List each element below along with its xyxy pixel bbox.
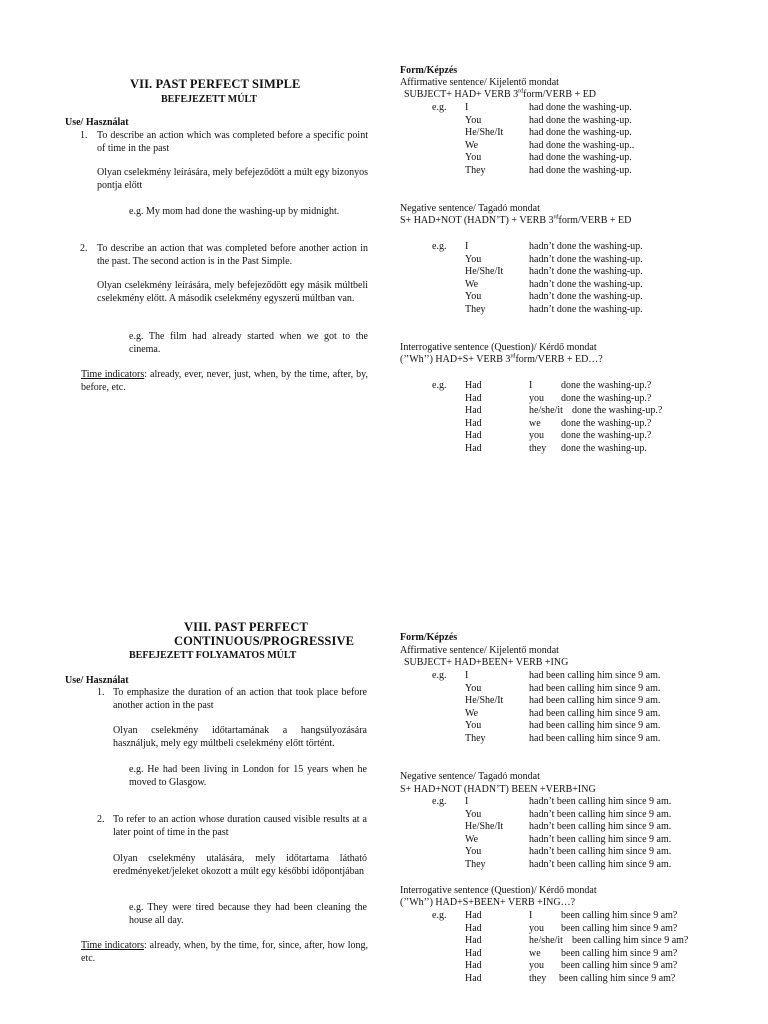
conj-subject: They — [465, 733, 486, 744]
conj-verb: hadn’t done the washing-up. — [529, 253, 643, 265]
formula-superscript: rd — [518, 88, 524, 95]
section7-interrogative-heading: Interrogative sentence (Question)/ Kérdő mondat — [400, 342, 597, 353]
conj-verb: hadn’t done the washing-up. — [529, 241, 643, 252]
conj-verb: had done the washing-up. — [529, 165, 632, 176]
section8-negative-eg: e.g. — [432, 796, 447, 807]
conj-subject: he/she/it — [529, 935, 563, 947]
conj-verb: done the washing-up.? — [572, 405, 663, 417]
conj-verb: had done the washing-up. — [529, 127, 632, 139]
conj-subject: They — [465, 859, 486, 870]
conj-verb: been calling him since 9 am? — [561, 910, 678, 921]
formula-part: SUBJECT+ HAD+ VERB 3 — [404, 89, 519, 100]
section7-form-heading: Form/Képzés — [400, 65, 458, 76]
conj-verb: hadn’t been calling him since 9 am. — [529, 833, 672, 845]
conj-subject: You — [465, 253, 482, 265]
section7-affirmative-heading: Affirmative sentence/ Kijelentő mondat — [400, 77, 559, 88]
conj-verb: hadn’t been calling him since 9 am. — [529, 859, 672, 870]
conj-subject: You — [465, 114, 482, 126]
conj-verb: hadn’t done the washing-up. — [529, 278, 643, 290]
section7-negative-eg: e.g. — [432, 241, 447, 252]
conj-subject: We — [465, 833, 479, 845]
section7-use1-number: 1. — [80, 130, 88, 141]
section7-interrogative-eg: e.g. — [432, 380, 447, 391]
conj-verb: been calling him since 9 am? — [561, 960, 678, 972]
conj-subject: He/She/It — [465, 127, 504, 139]
section8-time-indicators — [81, 940, 368, 965]
conj-verb: hadn’t done the washing-up. — [529, 304, 643, 315]
section8-use1-text: To emphasize the duration of an action that took place before another action in the past — [113, 687, 367, 711]
conj-verb: done the washing-up.? — [561, 417, 652, 429]
conj-subject: we — [529, 947, 541, 959]
conj-subject: I — [529, 380, 533, 391]
conj-auxiliary: Had — [465, 392, 482, 404]
section8-interrogative-heading: Interrogative sentence (Question)/ Kérdő mondat — [400, 885, 597, 896]
conj-auxiliary: Had — [465, 443, 482, 454]
conj-verb: had been calling him since 9 am. — [529, 670, 661, 681]
conj-subject: We — [465, 278, 479, 290]
section8-affirmative-formula: SUBJECT+ HAD+BEEN+ VERB +ING — [404, 657, 569, 668]
conj-verb: had been calling him since 9 am. — [529, 720, 661, 732]
conj-verb: done the washing-up. — [561, 443, 647, 454]
section7-interrogative-formula — [400, 354, 603, 367]
conj-subject: You — [465, 682, 482, 694]
section8-title-line1: VIII. PAST PERFECT — [184, 620, 308, 634]
conj-verb: been calling him since 9 am? — [572, 935, 689, 947]
conj-subject: you — [529, 392, 544, 404]
section7-use2-hungarian: Olyan cselekmény leírására, mely befejeződött egy másik múltbeli cselekmény előtt. A második cselekmény egyszerű múltban van. — [97, 280, 368, 304]
conj-subject: they — [529, 443, 547, 454]
section8-title-line2: CONTINUOUS/PROGRESSIVE — [174, 634, 355, 648]
section8-use2-example: e.g. They were tired because they had been cleaning the house all day. — [129, 902, 367, 926]
conj-verb: done the washing-up.? — [561, 430, 652, 442]
conj-subject: We — [465, 707, 479, 719]
section7-time-indicators — [81, 369, 368, 394]
conj-verb: had done the washing-up. — [529, 114, 632, 126]
section7-use1-text: To describe an action which was completed before a specific point of time in the past — [97, 130, 368, 154]
section8-use1-number: 1. — [97, 687, 105, 698]
conj-auxiliary: Had — [465, 417, 482, 429]
time-indicators-text: : already, when, by the time, for, since, after, how long, etc. — [81, 940, 368, 964]
section7-use1-example: e.g. My mom had done the washing-up by midnight. — [129, 206, 340, 217]
conj-subject: I — [529, 910, 533, 921]
time-indicators-text: : already, ever, never, just, when, by the time, after, by, before, etc. — [81, 369, 369, 393]
conj-verb: hadn’t been calling him since 9 am. — [529, 796, 672, 807]
section7-affirmative-eg: e.g. — [432, 102, 447, 113]
conj-verb: had been calling him since 9 am. — [529, 733, 661, 744]
section7-negative-heading: Negative sentence/ Tagadó mondat — [400, 203, 540, 214]
section8-affirmative-heading: Affirmative sentence/ Kijelentő mondat — [400, 645, 559, 656]
conj-auxiliary: Had — [465, 922, 482, 934]
section7-use1-hungarian: Olyan cselekmény leírására, mely befejeződött a múlt egy bizonyos pontja előtt — [97, 167, 368, 191]
formula-part: form/VERB + ED — [558, 215, 632, 226]
section7-use2-text: To describe an action that was completed before another action in the past. The second action is in the Past Simple. — [97, 243, 368, 267]
formula-superscript: rd — [510, 353, 516, 360]
conj-verb: had done the washing-up.. — [529, 139, 635, 151]
conj-subject: they — [529, 973, 547, 984]
conj-subject: he/she/it — [529, 405, 563, 417]
conj-verb: hadn’t been calling him since 9 am. — [529, 808, 672, 820]
conj-verb: done the washing-up.? — [561, 380, 652, 391]
conj-auxiliary: Had — [465, 380, 482, 391]
conj-subject: He/She/It — [465, 821, 504, 833]
formula-part: (’’Wh’’) HAD+S+ VERB 3 — [400, 354, 511, 365]
conj-verb: done the washing-up.? — [561, 392, 652, 404]
conj-subject: You — [465, 291, 482, 303]
section8-use2-hungarian: Olyan cselekmény utalására, mely időtartama látható eredményeket/jeleket okozott a múlt egy későbbi időpontjában — [113, 853, 367, 877]
conj-auxiliary: Had — [465, 405, 482, 417]
conj-subject: He/She/It — [465, 695, 504, 707]
time-indicators-label: Time indicators — [81, 369, 145, 380]
conj-auxiliary: Had — [465, 960, 482, 972]
conj-subject: we — [529, 417, 541, 429]
section8-use1-example: e.g. He had been living in London for 15 years when he moved to Glasgow. — [129, 764, 367, 788]
conj-subject: you — [529, 960, 544, 972]
section7-title: VII. PAST PERFECT SIMPLE — [130, 77, 301, 91]
conj-subject: I — [465, 241, 469, 252]
conj-subject: I — [465, 670, 469, 681]
conj-verb: hadn’t been calling him since 9 am. — [529, 821, 672, 833]
conj-subject: you — [529, 922, 544, 934]
conj-subject: You — [465, 846, 482, 858]
section7-subtitle: BEFEJEZETT MÚLT — [161, 94, 257, 105]
section7-use-heading: Use/ Használat — [65, 117, 129, 128]
section8-interrogative-formula: (’’Wh’’) HAD+S+BEEN+ VERB +ING…? — [400, 897, 576, 908]
formula-part: S+ HAD+NOT (HADN’T) + VERB 3 — [400, 215, 554, 226]
conj-subject: you — [529, 430, 544, 442]
conj-subject: They — [465, 304, 486, 315]
conj-verb: had done the washing-up. — [529, 102, 632, 113]
section8-use-heading: Use/ Használat — [65, 675, 129, 686]
section7-affirmative-formula — [404, 89, 596, 102]
conj-verb: hadn’t done the washing-up. — [529, 291, 643, 303]
conj-subject: You — [465, 720, 482, 732]
formula-part: form/VERB + ED…? — [515, 354, 603, 365]
conj-subject: You — [465, 808, 482, 820]
section7-use2-number: 2. — [80, 243, 88, 254]
conj-subject: We — [465, 139, 479, 151]
conj-verb: been calling him since 9 am? — [561, 947, 678, 959]
conj-subject: I — [465, 796, 469, 807]
conj-subject: I — [465, 102, 469, 113]
conj-verb: been calling him since 9 am? — [561, 922, 678, 934]
section8-negative-heading: Negative sentence/ Tagadó mondat — [400, 771, 540, 782]
section8-affirmative-eg: e.g. — [432, 670, 447, 681]
section8-subtitle: BEFEJEZETT FOLYAMATOS MÚLT — [129, 650, 297, 661]
time-indicators-label: Time indicators — [81, 940, 145, 951]
formula-superscript: rd — [553, 214, 559, 221]
section7-use2-example: e.g. The film had already started when we got to the cinema. — [129, 331, 368, 355]
conj-verb: had done the washing-up. — [529, 152, 632, 164]
conj-subject: He/She/It — [465, 266, 504, 278]
conj-verb: hadn’t been calling him since 9 am. — [529, 846, 672, 858]
section8-use2-text: To refer to an action whose duration caused visible results at a later point of time in the past — [113, 814, 367, 838]
conj-verb: had been calling him since 9 am. — [529, 682, 661, 694]
conj-auxiliary: Had — [465, 910, 482, 921]
conj-auxiliary: Had — [465, 430, 482, 442]
section8-use1-hungarian: Olyan cselekmény időtartamának a hangsúlyozására használjuk, mely egy múltbeli cselekmény előtt történt. — [113, 725, 367, 749]
section7-negative-formula — [400, 215, 631, 228]
conj-auxiliary: Had — [465, 935, 482, 947]
conj-auxiliary: Had — [465, 947, 482, 959]
section8-form-heading: Form/Képzés — [400, 632, 458, 643]
formula-part: form/VERB + ED — [523, 89, 597, 100]
conj-verb: had been calling him since 9 am. — [529, 695, 661, 707]
conj-verb: had been calling him since 9 am. — [529, 707, 661, 719]
section8-interrogative-eg: e.g. — [432, 910, 447, 921]
conj-verb: hadn’t done the washing-up. — [529, 266, 643, 278]
section8-use2-number: 2. — [97, 814, 105, 825]
conj-auxiliary: Had — [465, 973, 482, 984]
conj-subject: They — [465, 165, 486, 176]
conj-verb: been calling him since 9 am? — [559, 973, 676, 984]
conj-subject: You — [465, 152, 482, 164]
section8-negative-formula: S+ HAD+NOT (HADN’T) BEEN +VERB+ING — [400, 784, 596, 795]
